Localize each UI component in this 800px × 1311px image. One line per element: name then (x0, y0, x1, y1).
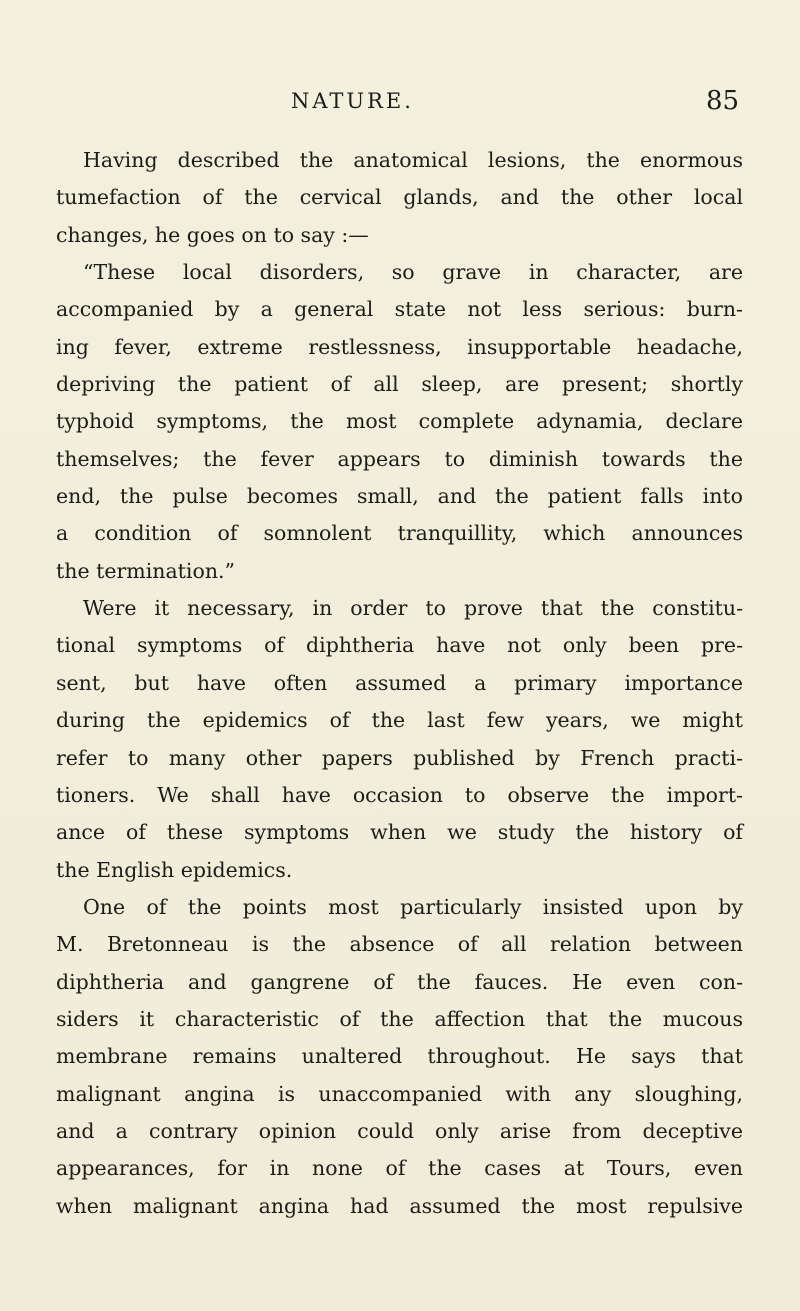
text-line: siders it characteristic of the affection that the mucous (56, 1006, 743, 1031)
body-text (56, 142, 743, 1225)
text-line: tumefaction of the cervical glands, and the other local (56, 185, 743, 210)
text-line: Having described the anatomical lesions, the enormous (83, 148, 743, 172)
text-line: membrane remains unaltered throughout. He says that (56, 1044, 743, 1069)
text-line: and a contrary opinion could only arise from deceptive (56, 1118, 743, 1143)
text-line: tional symptoms of diphtheria have not only been pre- (56, 633, 743, 658)
text-line: refer to many other papers published by French practi- (56, 745, 743, 770)
text-line: the English epidemics. (56, 857, 293, 882)
text-line: diphtheria and gangrene of the fauces. He even con- (56, 969, 743, 994)
running-head (0, 86, 800, 116)
page-number: 85 (706, 86, 740, 116)
text-line: “These local disorders, so grave in character, are (83, 260, 743, 285)
text-line: typhoid symptoms, the most complete adynamia, declare (56, 409, 743, 434)
text-line: themselves; the fever appears to diminish towards the (56, 446, 743, 471)
text-line: end, the pulse becomes small, and the patient falls into (56, 484, 743, 509)
text-line: during the epidemics of the last few years, we might (56, 708, 743, 733)
text-line: depriving the patient of all sleep, are present; shortly (56, 372, 743, 397)
text-line: Were it necessary, in order to prove that the constitu- (83, 596, 743, 621)
text-line: One of the points most particularly insisted upon by (83, 894, 743, 919)
text-line: changes, he goes on to say :— (56, 222, 369, 247)
text-line: sent, but have often assumed a primary importance (56, 670, 743, 695)
text-line: when malignant angina had assumed the most repulsive (56, 1193, 743, 1218)
running-head-title: NATURE. (291, 89, 414, 113)
text-line: malignant angina is unaccompanied with any sloughing, (56, 1081, 743, 1106)
text-line: a condition of somnolent tranquillity, which announces (56, 521, 743, 546)
text-line: tioners. We shall have occasion to observe the import- (56, 782, 743, 807)
text-line: accompanied by a general state not less serious: burn- (56, 297, 743, 322)
text-line: ing fever, extreme restlessness, insupportable headache, (56, 334, 743, 359)
text-line: the termination.” (56, 558, 236, 583)
text-line: ance of these symptoms when we study the history of (56, 820, 743, 845)
text-line: appearances, for in none of the cases at Tours, even (56, 1156, 743, 1181)
text-line: M. Bretonneau is the absence of all relation between (56, 932, 743, 957)
